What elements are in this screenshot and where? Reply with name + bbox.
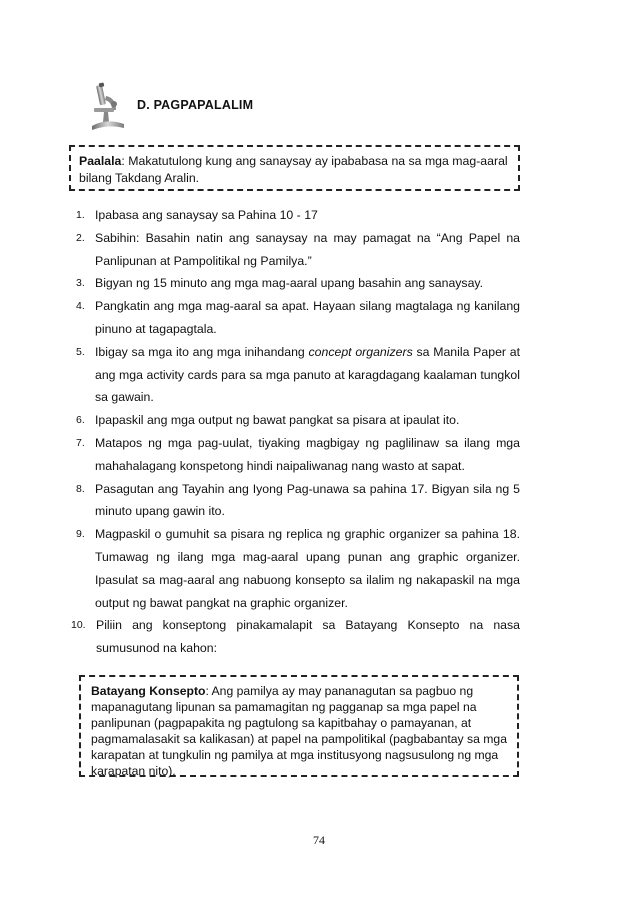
- list-item: 1. Ipabasa ang sanaysay sa Pahina 10 - 17: [76, 208, 318, 222]
- batayang-konsepto-label: Batayang Konsepto: [91, 684, 206, 698]
- section-title: D. PAGPAPALALIM: [137, 98, 254, 112]
- list-item: 6. Ipapaskil ang mga output ng bawat pangkat sa pisara at ipaulat ito.: [76, 413, 460, 428]
- section-header: [88, 82, 388, 132]
- paalala-text: : Makatutulong kung ang sanaysay ay ipababasa na sa mga mag-aaral bilang Takdang Aralin.: [79, 154, 508, 185]
- batayang-konsepto-box: [79, 675, 519, 777]
- list-item: 4. Pangkatin ang mga mag-aaral sa apat. Hayaan silang magtalaga ng kanilang pinuno at tagapagtala.: [76, 299, 520, 336]
- page-number: 74: [313, 833, 325, 847]
- instruction-steps-list: [71, 204, 520, 660]
- batayang-konsepto-text: : Ang pamilya ay may pananagutan sa pagbuo ng mapanagutang lipunan sa pamamagitan ng pagganap sa mga papel na panlipunan (pagpapakita ng pagtulong sa kapitbahay o pamayanan, at pagmamalasakit sa kalikasan) at papel na pampolitikal (pagbabantay sa mga karapatan at tungkulin ng pamilya at mga institusyong nagsusulong ng mga karapatan nito).: [91, 684, 507, 778]
- list-item: 5. Ibigay sa mga ito ang mga inihandang concept organizers sa Manila Paper at ang mga activity cards para sa mga panuto at karagdagang kaalaman tungkol sa gawain.: [76, 344, 520, 405]
- list-item: 7. Matapos ng mga pag-uulat, tiyaking magbigay ng paglilinaw sa ilang mga mahahalagang konspetong hindi naipaliwanag nang wasto at sapat.: [76, 435, 520, 473]
- microscope-icon: [88, 82, 128, 132]
- list-item: 3. Bigyan ng 15 minuto ang mga mag-aaral upang basahin ang sanaysay.: [76, 276, 484, 291]
- concept-organizers-italic: concept organizers: [308, 344, 413, 359]
- list-item: 10. Piliin ang konseptong pinakamalapit sa Batayang Konsepto na nasa sumusunod na kahon:: [71, 618, 520, 656]
- paalala-label: Paalala: [79, 154, 122, 168]
- list-item: 8. Pasagutan ang Tayahin ang Iyong Pag-unawa sa pahina 17. Bigyan sila ng 5 minuto upang gawin ito.: [76, 481, 520, 519]
- paalala-note-box: [69, 145, 520, 191]
- list-item: 2. Sabihin: Basahin natin ang sanaysay na may pamagat na “Ang Papel na Panlipunan at Pampolitikal ng Pamilya.”: [76, 230, 520, 268]
- list-item: 9. Magpaskil o gumuhit sa pisara ng replica ng graphic organizer sa pahina 18. Tumawag ng ilang mga mag-aaral upang punan ang graphic organizer. Ipasulat sa mag-aaral ang nabuong konsepto sa ilalim ng nakapaskil na mga output ng bawat pangkat na graphic organizer.: [76, 527, 520, 610]
